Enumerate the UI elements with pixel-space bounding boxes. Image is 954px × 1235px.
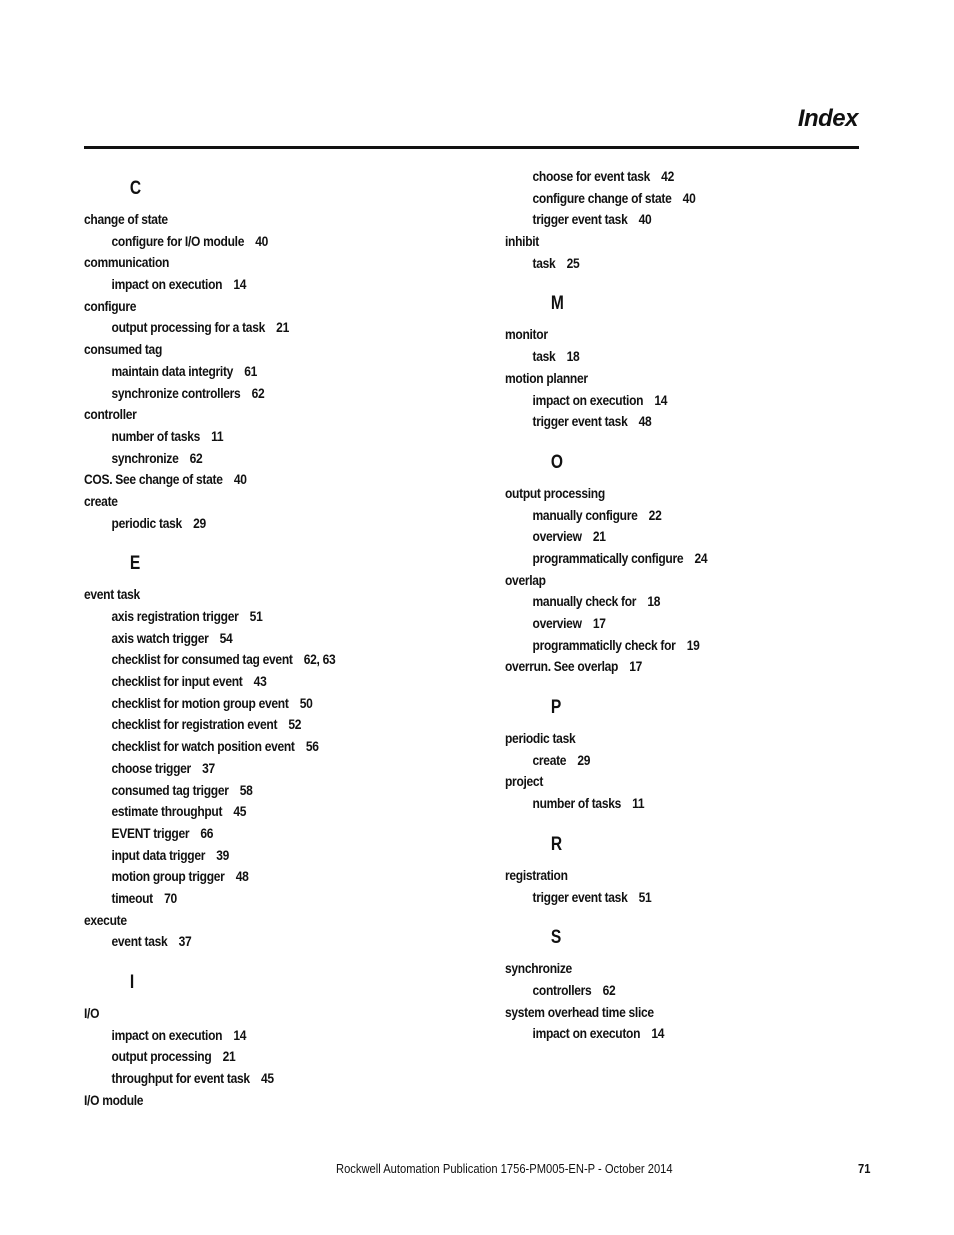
index-subentry <box>505 613 815 635</box>
entry-term: trigger event task <box>532 413 628 430</box>
index-subentry <box>505 980 815 1002</box>
index-subentry <box>84 628 428 650</box>
entry-term: choose trigger <box>111 759 191 776</box>
entry-term: configure change of state <box>532 189 672 206</box>
index-subentry <box>84 714 428 736</box>
index-subentry <box>84 274 428 296</box>
entry-page-link[interactable]: 39 <box>216 846 230 863</box>
entry-page-link[interactable]: 54 <box>219 629 233 646</box>
index-entry <box>84 910 428 932</box>
section-letter: R <box>550 833 563 855</box>
entry-term: impact on execution <box>111 276 223 293</box>
entry-term: monitor <box>505 326 548 343</box>
index-entry <box>84 469 428 491</box>
index-section <box>505 451 865 678</box>
entry-page-link[interactable]: 25 <box>566 254 580 271</box>
entry-page-link[interactable]: 14 <box>654 391 668 408</box>
index-section <box>84 971 484 1111</box>
index-entry <box>505 771 815 793</box>
entry-term: output processing <box>111 1048 212 1065</box>
index-entry <box>505 728 815 750</box>
entry-page-link[interactable]: 40 <box>682 189 696 206</box>
entry-term: overview <box>532 615 582 631</box>
index-subentry <box>505 253 815 275</box>
index-subentry <box>505 209 815 231</box>
entry-term: execute <box>84 911 127 928</box>
entry-page-link[interactable]: 42 <box>661 168 674 184</box>
entry-term: impact on execution <box>532 391 644 408</box>
entry-page-link[interactable]: 29 <box>577 751 591 768</box>
index-subentry <box>505 887 815 909</box>
index-subentry <box>84 448 428 470</box>
entry-page-link[interactable]: 14 <box>651 1025 665 1042</box>
index-subentry <box>505 548 815 570</box>
index-subentry <box>505 346 815 368</box>
entry-page-link[interactable]: 18 <box>647 593 661 610</box>
index-subentry <box>505 750 815 772</box>
entry-page-link[interactable]: 58 <box>239 781 253 798</box>
entry-term: checklist for motion group event <box>111 694 289 711</box>
section-letter: S <box>550 927 562 949</box>
index-subentry <box>84 823 428 845</box>
section-letter: P <box>550 697 562 719</box>
entry-term: throughput for event task <box>111 1070 250 1087</box>
index-entry <box>505 656 815 678</box>
entry-page-link[interactable]: 66 <box>200 824 214 841</box>
entry-page-link[interactable]: 37 <box>178 933 192 950</box>
index-subentry <box>84 361 428 383</box>
entry-page-link[interactable]: 43 <box>253 673 267 690</box>
entry-term: axis registration trigger <box>111 608 239 624</box>
entry-page-link[interactable]: 24 <box>694 549 708 566</box>
entry-term: manually configure <box>532 506 638 523</box>
entry-page-link[interactable]: 61 <box>244 362 258 379</box>
entry-term: controller <box>84 406 137 423</box>
index-entry <box>505 324 815 346</box>
index-column-left <box>84 177 484 1111</box>
entry-page-link[interactable]: 62 <box>251 384 265 401</box>
entry-term: create <box>84 492 118 509</box>
entry-term: axis watch trigger <box>111 629 209 646</box>
entry-term: COS. See change of state <box>84 471 223 488</box>
entry-page-link[interactable]: 62 <box>189 449 203 466</box>
entry-term: controllers <box>532 981 592 998</box>
entry-page-link[interactable]: 19 <box>686 636 700 653</box>
entry-page-link[interactable]: 18 <box>566 348 580 365</box>
entry-page-link[interactable]: 11 <box>211 427 224 444</box>
entry-page-link[interactable]: 62 <box>602 981 616 998</box>
section-letter: E <box>129 553 141 575</box>
entry-term: I/O module <box>84 1091 144 1108</box>
entry-term: inhibit <box>505 233 540 250</box>
index-entry <box>505 570 815 592</box>
entry-page-link[interactable]: 11 <box>632 795 645 812</box>
entry-term: programmaticlly check for <box>532 636 676 653</box>
index-subentry <box>505 505 815 527</box>
entry-term: overlap <box>505 571 546 588</box>
entry-term: estimate throughput <box>111 803 223 820</box>
entry-term: task <box>532 348 556 365</box>
index-column-right <box>505 164 865 1045</box>
entry-term: checklist for consumed tag event <box>111 651 293 668</box>
entry-term: trigger event task <box>532 211 628 228</box>
index-section <box>505 292 865 432</box>
index-subentry <box>84 649 428 671</box>
entry-page-link[interactable]: 51 <box>249 608 263 624</box>
section-letter: M <box>550 293 564 315</box>
index-subentry <box>505 390 815 412</box>
index-entry <box>84 296 428 318</box>
index-subentry <box>505 526 815 548</box>
index-subentry <box>84 513 428 535</box>
index-subentry <box>84 671 428 693</box>
entry-term: checklist for input event <box>111 673 243 690</box>
entry-page-link[interactable]: 14 <box>233 276 247 293</box>
entry-term: timeout <box>111 889 153 906</box>
entry-term: event task <box>84 586 140 603</box>
entry-term: motion group trigger <box>111 868 225 885</box>
index-section <box>505 926 865 1045</box>
entry-page-link[interactable]: 17 <box>629 658 643 675</box>
index-entry <box>84 404 428 426</box>
entry-page-link[interactable]: 62, 63 <box>303 651 336 668</box>
entry-term: overrun. See overlap <box>505 658 619 675</box>
title-rule <box>84 146 859 149</box>
entry-term: change of state <box>84 211 168 227</box>
entry-term: task <box>532 254 556 271</box>
entry-term: number of tasks <box>532 795 622 812</box>
index-entry <box>505 368 815 390</box>
index-subentry <box>505 188 815 210</box>
index-entry <box>505 231 815 253</box>
entry-term: trigger event task <box>532 888 628 905</box>
page-title: Index <box>797 105 858 132</box>
entry-page-link[interactable]: 21 <box>592 528 606 545</box>
index-subentry <box>505 166 815 188</box>
index-subentry <box>84 231 428 253</box>
index-subentry <box>505 635 815 657</box>
entry-page-link[interactable]: 21 <box>222 1048 236 1065</box>
entry-page-link[interactable]: 50 <box>299 694 313 711</box>
index-section <box>84 552 484 953</box>
entry-page-link[interactable]: 22 <box>648 506 662 523</box>
index-entry <box>84 209 428 231</box>
entry-page-link[interactable]: 45 <box>233 803 247 820</box>
index-subentry <box>84 693 428 715</box>
index-subentry <box>84 758 428 780</box>
entry-page-link[interactable]: 52 <box>288 716 302 733</box>
entry-term: number of tasks <box>111 427 201 444</box>
entry-term: manually check for <box>532 593 637 610</box>
entry-page-link[interactable]: 48 <box>235 868 249 885</box>
index-subentry <box>84 931 428 953</box>
footer-publication: Rockwell Automation Publication 1756-PM005-EN-P - October 2014 <box>336 1161 673 1176</box>
page-number: 71 <box>858 1161 871 1176</box>
entry-term: system overhead time slice <box>505 1003 654 1020</box>
index-entry <box>84 584 428 606</box>
entry-term: event task <box>111 933 168 950</box>
index-subentry <box>84 736 428 758</box>
index-subentry <box>84 866 428 888</box>
entry-page-link[interactable]: 29 <box>193 514 206 531</box>
entry-page-link[interactable]: 17 <box>592 615 606 631</box>
index-subentry <box>84 780 428 802</box>
entry-term: I/O <box>84 1005 100 1021</box>
entry-term: synchronize controllers <box>111 384 241 401</box>
index-section <box>505 166 865 274</box>
index-subentry <box>84 1046 428 1068</box>
index-subentry <box>84 888 428 910</box>
section-letter: C <box>129 178 142 199</box>
entry-term: registration <box>505 866 568 883</box>
entry-term: checklist for registration event <box>111 716 278 733</box>
entry-term: configure for I/O module <box>111 232 245 249</box>
entry-term: choose for event task <box>532 168 650 184</box>
entry-page-link[interactable]: 45 <box>260 1070 274 1087</box>
index-section <box>505 833 865 908</box>
entry-page-link[interactable]: 21 <box>276 319 289 336</box>
index-subentry <box>505 591 815 613</box>
index-entry <box>84 1003 428 1025</box>
entry-page-link[interactable]: 14 <box>233 1026 247 1043</box>
index-subentry <box>505 411 815 433</box>
entry-term: overview <box>532 528 582 545</box>
entry-page-link[interactable]: 48 <box>638 413 652 430</box>
index-subentry <box>84 426 428 448</box>
index-entry <box>505 958 815 980</box>
index-subentry <box>84 383 428 405</box>
index-section <box>84 177 484 534</box>
entry-term: maintain data integrity <box>111 362 234 379</box>
index-subentry <box>84 801 428 823</box>
entry-page-link[interactable]: 70 <box>164 889 177 906</box>
entry-term: programmatically configure <box>532 549 684 566</box>
entry-page-link[interactable]: 40 <box>233 471 247 488</box>
index-subentry <box>84 606 428 628</box>
index-subentry <box>84 317 428 339</box>
entry-term: output processing <box>505 484 605 501</box>
section-letter: O <box>550 451 564 473</box>
entry-term: create <box>532 751 567 768</box>
entry-term: synchronize <box>505 960 572 977</box>
entry-term: output processing for a task <box>111 319 265 336</box>
index-entry <box>84 1090 428 1112</box>
entry-page-link[interactable]: 51 <box>638 888 652 905</box>
entry-term: consumed tag <box>84 341 163 358</box>
section-letter: I <box>129 972 135 993</box>
index-subentry <box>84 1025 428 1047</box>
entry-term: input data trigger <box>111 846 206 863</box>
entry-term: impact on execution <box>111 1026 223 1043</box>
entry-term: communication <box>84 254 170 271</box>
index-entry <box>505 1002 815 1024</box>
entry-term: periodic task <box>505 730 576 747</box>
index-entry <box>84 491 428 513</box>
entry-term: impact on executon <box>532 1025 641 1042</box>
entry-page-link[interactable]: 37 <box>202 759 215 776</box>
index-section <box>505 696 865 815</box>
entry-term: periodic task <box>111 514 182 531</box>
entry-term: synchronize <box>111 449 179 466</box>
index-subentry <box>84 845 428 867</box>
entry-page-link[interactable]: 40 <box>638 211 652 228</box>
entry-term: project <box>505 773 544 790</box>
index-subentry <box>505 793 815 815</box>
entry-page-link[interactable]: 40 <box>255 232 269 249</box>
entry-term: motion planner <box>505 369 588 386</box>
entry-term: checklist for watch position event <box>111 738 295 755</box>
entry-term: EVENT trigger <box>111 824 190 841</box>
index-subentry <box>84 1068 428 1090</box>
entry-term: configure <box>84 297 137 314</box>
entry-page-link[interactable]: 56 <box>305 738 319 755</box>
index-entry <box>84 252 428 274</box>
index-entry <box>505 483 815 505</box>
index-subentry <box>505 1023 815 1045</box>
index-entry <box>505 865 815 887</box>
index-entry <box>84 339 428 361</box>
entry-term: consumed tag trigger <box>111 781 229 798</box>
